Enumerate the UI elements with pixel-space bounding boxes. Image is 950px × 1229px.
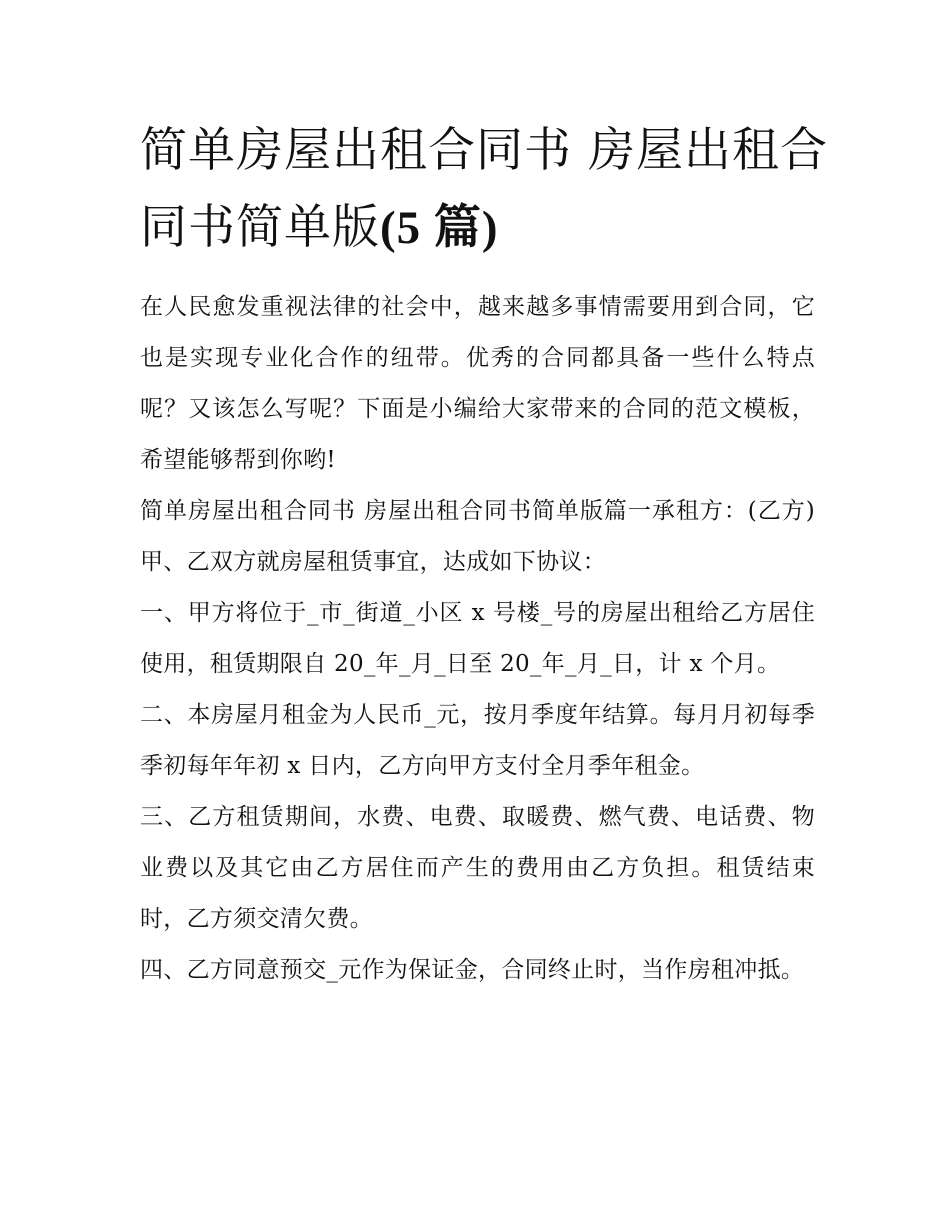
title-suffix-text: (5 篇) bbox=[380, 202, 499, 254]
clause-four-paragraph: 四、乙方同意预交_元作为保证金，合同终止时，当作房租冲抵。 bbox=[140, 957, 805, 983]
intro-paragraph: 在人民愈发重视法律的社会中，越来越多事情需要用到合同，它也是实现专业化合作的纽带。优秀的合同都具备一些什么特点呢？又该怎么写呢？下面是小编给大家带来的合同的范文模板，希望能够帮到你哟! bbox=[140, 294, 815, 473]
contract-heading-paragraph: 简单房屋出租合同书 房屋出租合同书简单版篇一承租方：(乙方) 甲、乙双方就房屋租赁事宜，达成如下协议： bbox=[140, 498, 815, 575]
document-title bbox=[140, 112, 830, 267]
clause-three-paragraph: 三、乙方租赁期间，水费、电费、取暖费、燃气费、电话费、物业费以及其它由乙方居住而产生的费用由乙方负担。租赁结束时，乙方须交清欠费。 bbox=[140, 804, 815, 932]
clause-one-paragraph: 一、甲方将位于_市_街道_小区 x 号楼_号的房屋出租给乙方居住使用，租赁期限自 20_年_月_日至 20_年_月_日，计 x 个月。 bbox=[140, 600, 815, 677]
document-body bbox=[140, 282, 815, 996]
clause-two-paragraph: 二、本房屋月租金为人民币_元，按月季度年结算。每月月初每季季初每年年初 x 日内，乙方向甲方支付全月季年租金。 bbox=[140, 702, 815, 779]
title-main-text: 简单房屋出租合同书 房屋出租合同书简单版 bbox=[140, 123, 828, 255]
